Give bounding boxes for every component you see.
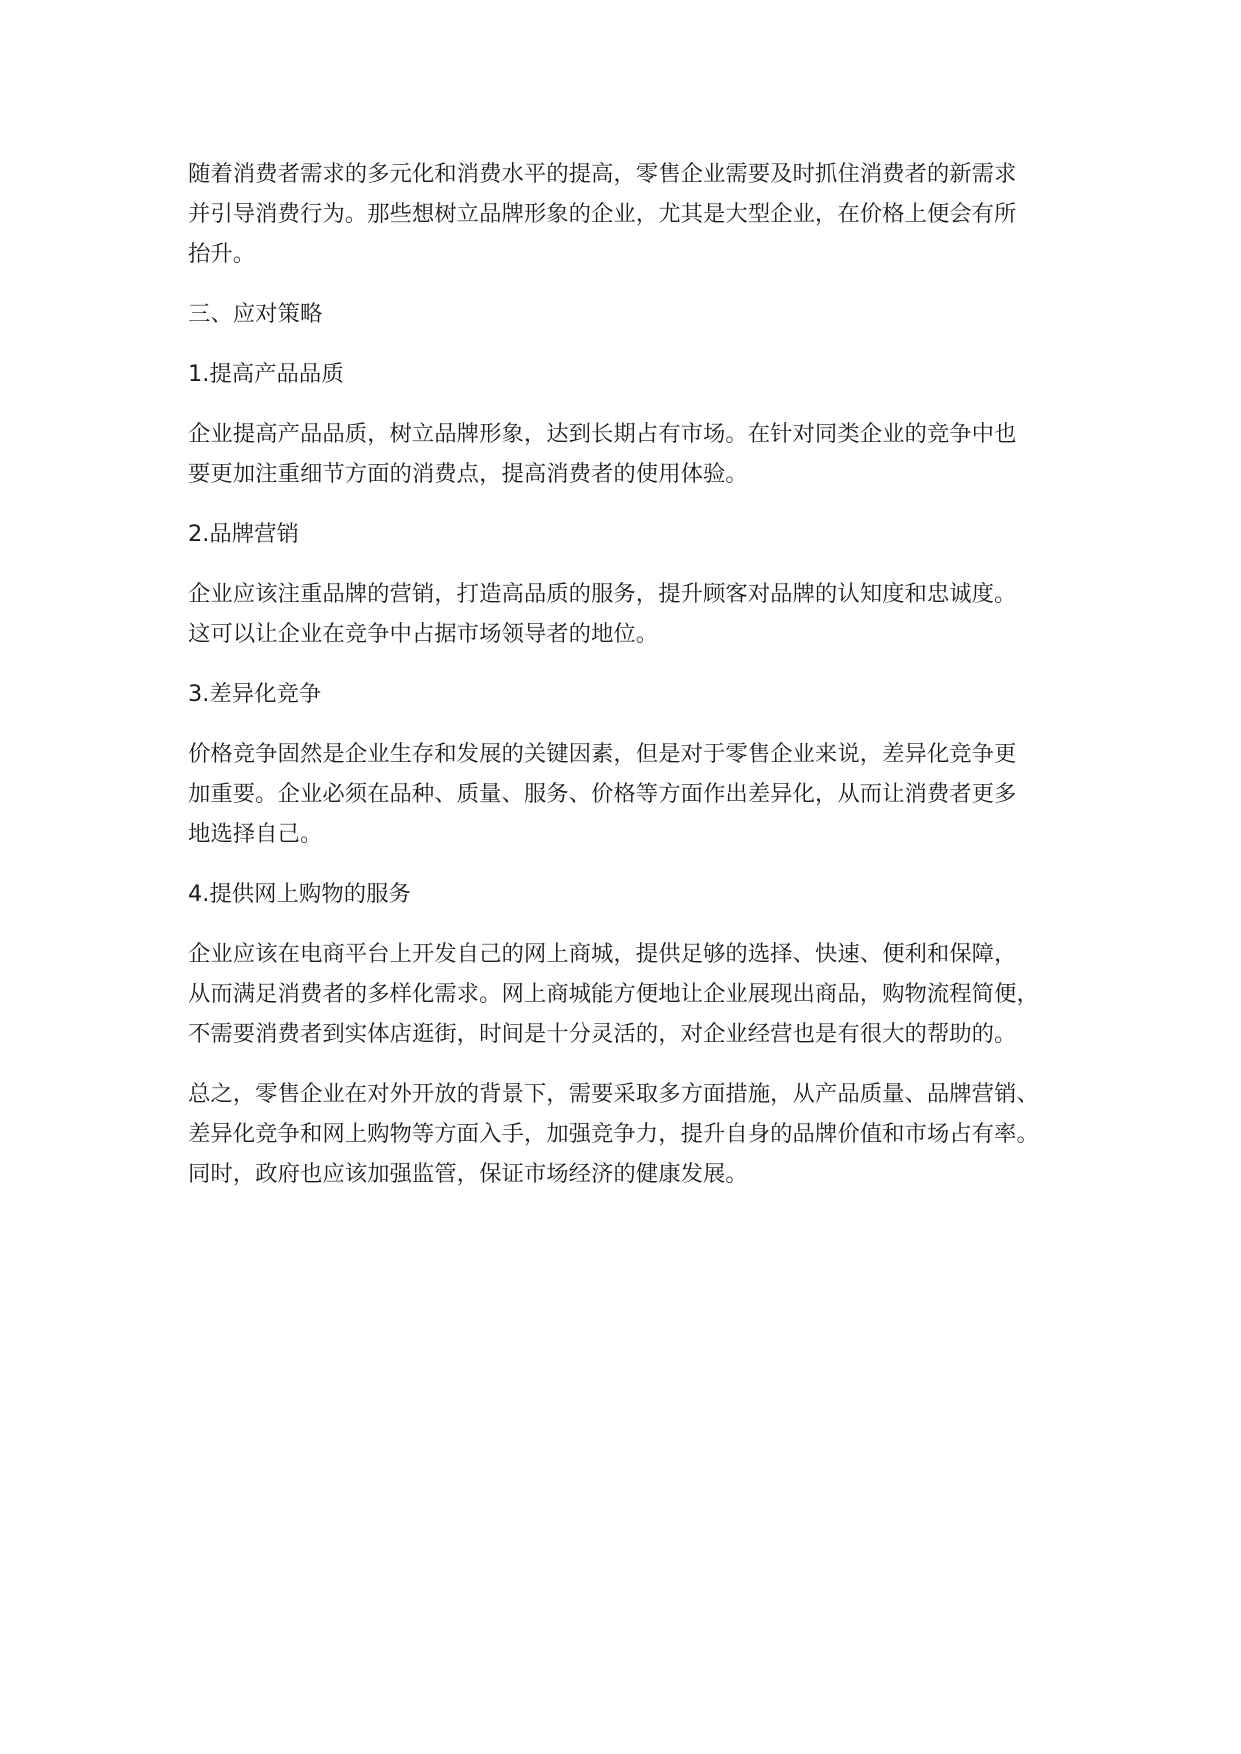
heading-text: 3.差异化竞争 — [188, 681, 322, 707]
text-line: 总之，零售企业在对外开放的背景下，需要采取多方面措施，从产品质量、品牌营销、 — [188, 1081, 1039, 1107]
text-line: 并引导消费行为。那些想树立品牌形象的企业，尤其是大型企业，在价格上便会有所 — [188, 201, 1017, 227]
document-body — [188, 154, 1088, 1194]
text-line: 差异化竞争和网上购物等方面入手，加强竞争力，提升自身的品牌价值和市场占有率。 — [188, 1121, 1039, 1147]
text-line: 这可以让企业在竞争中占据市场领导者的地位。 — [188, 621, 659, 647]
body-paragraph — [188, 934, 1088, 1054]
subsection-heading — [188, 874, 1088, 914]
text-line: 地选择自己。 — [188, 821, 323, 847]
text-line: 随着消费者需求的多元化和消费水平的提高，零售企业需要及时抓住消费者的新需求 — [188, 161, 1017, 187]
text-line: 要更加注重细节方面的消费点，提高消费者的使用体验。 — [188, 461, 748, 487]
body-paragraph — [188, 414, 1088, 494]
text-line: 抬升。 — [188, 241, 256, 267]
text-line: 从而满足消费者的多样化需求。网上商城能方便地让企业展现出商品，购物流程简便， — [188, 981, 1039, 1007]
heading-text: 4.提供网上购物的服务 — [188, 881, 411, 907]
section-heading — [188, 294, 1088, 334]
body-paragraph — [188, 734, 1088, 854]
body-paragraph — [188, 154, 1088, 274]
text-line: 加重要。企业必须在品种、质量、服务、价格等方面作出差异化，从而让消费者更多 — [188, 781, 1017, 807]
text-line: 企业应该注重品牌的营销，打造高品质的服务，提升顾客对品牌的认知度和忠诚度。 — [188, 581, 1017, 607]
subsection-heading — [188, 674, 1088, 714]
text-line: 企业提高产品品质，树立品牌形象，达到长期占有市场。在针对同类企业的竞争中也 — [188, 421, 1017, 447]
subsection-heading — [188, 354, 1088, 394]
heading-text: 三、应对策略 — [188, 301, 323, 327]
body-paragraph — [188, 574, 1088, 654]
heading-text: 2.品牌营销 — [188, 521, 299, 547]
subsection-heading — [188, 514, 1088, 554]
text-line: 价格竞争固然是企业生存和发展的关键因素，但是对于零售企业来说，差异化竞争更 — [188, 741, 1017, 767]
text-line: 不需要消费者到实体店逛街，时间是十分灵活的，对企业经营也是有很大的帮助的。 — [188, 1021, 1017, 1047]
conclusion-paragraph — [188, 1074, 1088, 1194]
heading-text: 1.提高产品品质 — [188, 361, 344, 387]
text-line: 企业应该在电商平台上开发自己的网上商城，提供足够的选择、快速、便利和保障， — [188, 941, 1017, 967]
text-line: 同时，政府也应该加强监管，保证市场经济的健康发展。 — [188, 1161, 748, 1187]
